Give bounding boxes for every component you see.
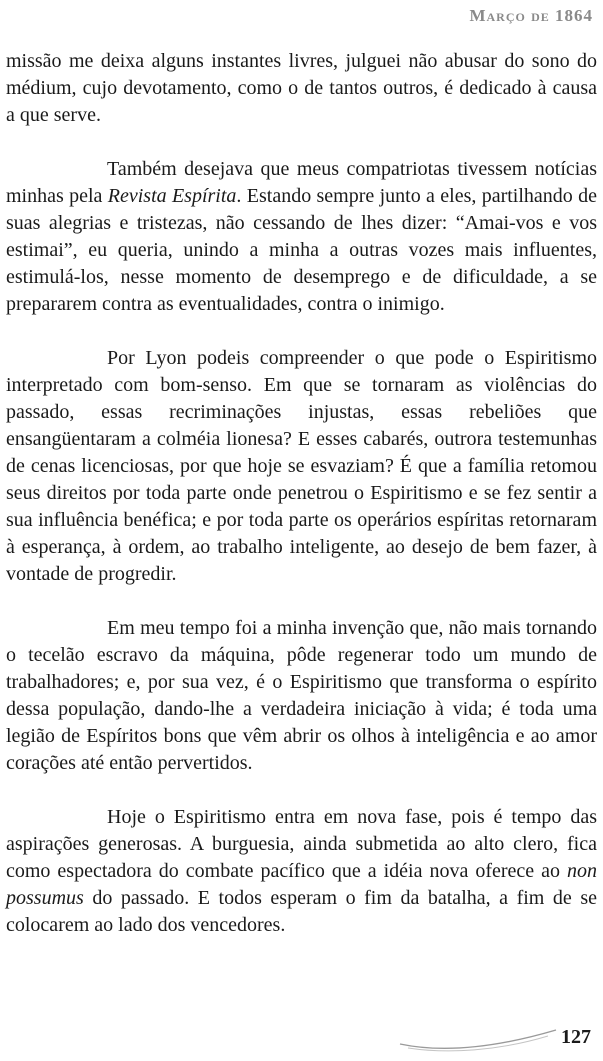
paragraph-new-phase xyxy=(6,804,597,939)
page-number: 127 xyxy=(561,1026,591,1048)
paragraph-new-phase-before: Hoje o Espiritismo entra em nova fase, pois é tempo das aspirações generosas. A burguesia, ainda submetida ao alto clero, fica como espectadora do combate pacífico que a idéia nova oferece ao xyxy=(6,806,597,882)
paragraph-revista-after: . Estando sempre junto a eles, partilhando de suas alegrias e tristezas, não cessando de lhes dizer: “Amai-vos e vos estimai”, eu queria, unindo a minha a outras vozes mais influentes, estimulá-los, nesse momento de desemprego e de dificuldade, a se prepararem contra as eventualidades, contra o inimigo. xyxy=(6,185,597,315)
journal-title: Revista Espírita xyxy=(107,185,237,207)
paragraph-lyon: Por Lyon podeis compreender o que pode o Espiritismo interpretado com bom-senso. Em que se tornaram as violências do passado, essas recriminações injustas, essas rebeliões que ensangüentaram a colméia lionesa? E esses cabarés, outrora testemunhas de cenas licenciosas, por que hoje se esvaziam? É que a família retomou seus direitos por toda parte onde penetrou o Espiritismo e se fez sentir a sua influência benéfica; e por toda parte os operários espíritas retornaram à esperança, à ordem, ao trabalho inteligente, ao desejo de bem fazer, à vontade de progredir. xyxy=(6,347,597,585)
running-header: Março de 1864 xyxy=(469,6,593,25)
paragraph-revista xyxy=(6,156,597,318)
body-text xyxy=(6,48,597,966)
page-flourish-ornament xyxy=(398,1024,558,1054)
paragraph-new-phase-after: do passado. E todos esperam o fim da batalha, a fim de se colocarem ao lado dos vencedores. xyxy=(6,887,597,936)
latin-phrase: non possumus xyxy=(6,860,597,909)
paragraph-invention: Em meu tempo foi a minha invenção que, não mais tornando o tecelão escravo da máquina, pôde regenerar todo um mundo de trabalhadores; e, por sua vez, é o Espiritismo que transforma o espírito dessa população, dando-lhe a verdadeira iniciação à vida; é toda uma legião de Espíritos bons que vêm abrir os olhos à inteligência e ao amor corações até então pervertidos. xyxy=(6,617,597,774)
paragraph-continuation: missão me deixa alguns instantes livres, julguei não abusar do sono do médium, cujo devotamento, como o de tantos outros, é dedicado à causa a que serve. xyxy=(6,50,597,126)
paragraph-revista-before: Também desejava que meus compatriotas tivessem notícias minhas pela xyxy=(6,158,597,207)
